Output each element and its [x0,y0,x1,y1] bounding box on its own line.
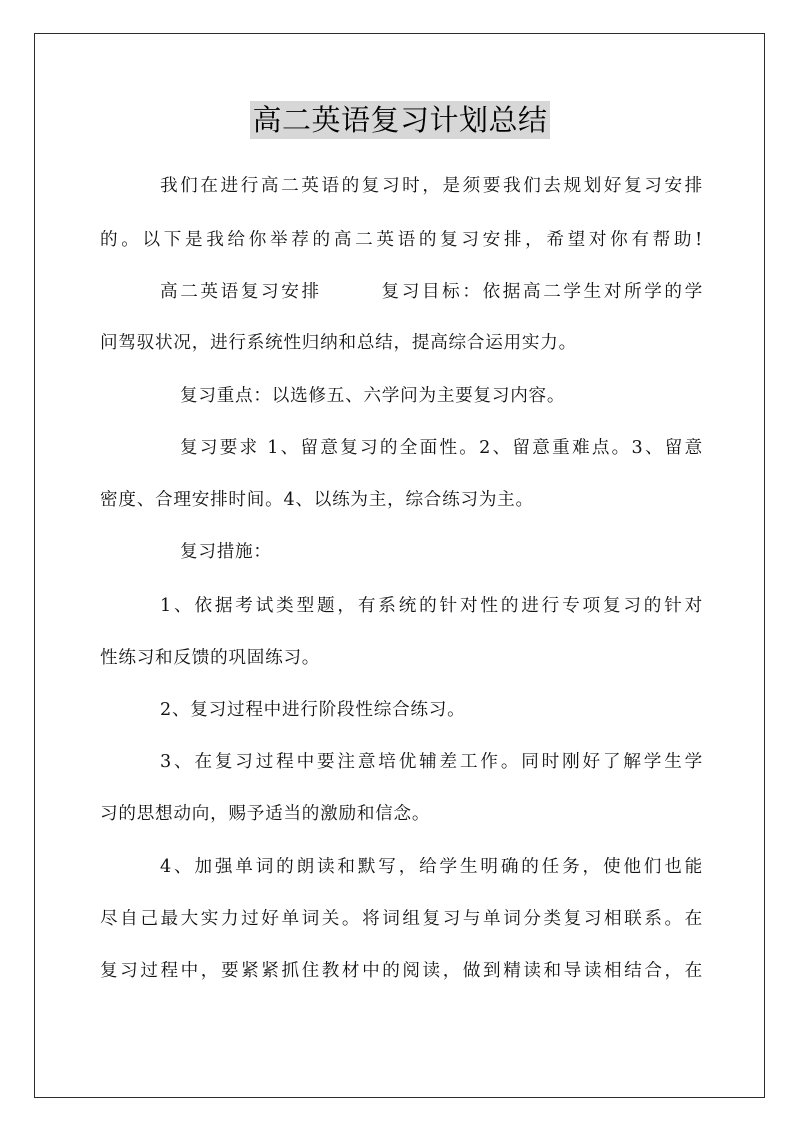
body-line-9: 1、依据考试类型题，有系统的针对性的进行专项复习的针对 [160,596,703,616]
body-line-1: 我们在进行高二英语的复习时，是须要我们去规划好复习安排 [160,176,703,196]
body-line-3 [100,277,703,307]
body-line-10: 性练习和反馈的巩固练习。 [100,648,321,668]
body-line-5: 复习重点：以选修五、六学问为主要复习内容。 [180,386,566,406]
body-line-11: 2、复习过程中进行阶段性综合练习。 [160,700,466,720]
body-line-15: 尽自己最大实力过好单词关。将词组复习与单词分类复习相联系。在 [100,909,703,929]
body-line-2: 的。以下是我给你举荐的高二英语的复习安排，希望对你有帮助! [100,230,703,250]
body-line-6: 复习要求 1、留意复习的全面性。2、留意重难点。3、留意 [180,438,703,458]
title-container [0,101,800,139]
body-line-7: 密度、合理安排时间。4、以练为主，综合练习为主。 [100,490,534,510]
body-line-16: 复习过程中，要紧紧抓住教材中的阅读，做到精读和导读相结合，在 [100,961,703,981]
body-line-4: 问驾驭状况，进行系统性归纳和总结，提高综合运用实力。 [100,333,577,353]
body-line-14: 4、加强单词的朗读和默写，给学生明确的任务，使他们也能 [160,857,703,877]
review-goal-start: 复习目标：依据高二学生对所学的学 [379,282,703,302]
document-title: 高二英语复习计划总结 [252,103,548,137]
body-line-8: 复习措施： [180,542,272,562]
body-line-12: 3、在复习过程中要注意培优辅差工作。同时刚好了解学生学 [160,752,703,772]
section-label-plan: 高二英语复习安排 [160,282,322,302]
body-line-13: 习的思想动向，赐予适当的激励和信念。 [100,804,431,824]
